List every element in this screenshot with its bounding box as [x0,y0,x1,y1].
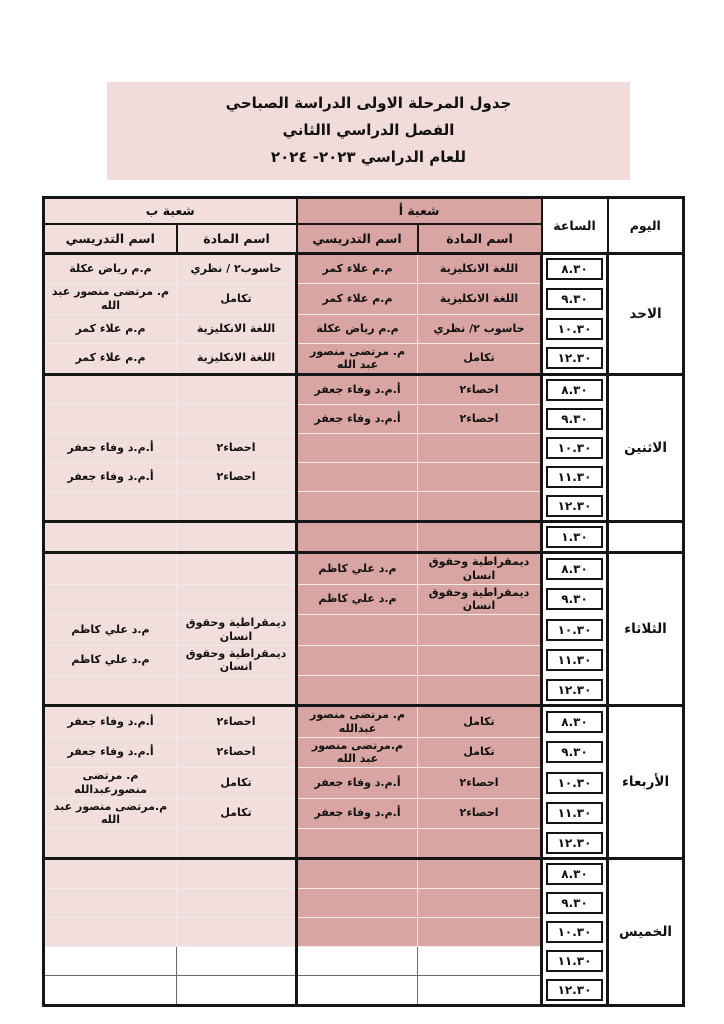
cell-day: الأربعاء [608,706,684,859]
time-box: ٨.٣٠ [546,558,603,580]
header-a-teacher: اسم التدريسي [297,224,418,254]
cell-section-b-subject [177,918,297,947]
cell-section-a-teacher [297,976,418,1006]
cell-section-a-teacher: م.مرتضى منصور عبد الله [297,737,418,768]
cell-time [542,434,608,463]
cell-section-a-subject [418,829,542,859]
cell-section-a-subject: احصاء٢ [418,768,542,799]
cell-section-b-subject [177,375,297,405]
schedule-row [44,405,684,434]
cell-section-a-teacher: م. مرتضى منصور عبد الله [297,343,418,375]
title-line-1: جدول المرحلة الاولى الدراسة الصباحي [225,94,512,112]
cell-section-b-subject [177,584,297,615]
cell-section-b-teacher [44,947,177,976]
cell-section-b-teacher [44,676,177,706]
schedule-row [44,798,684,829]
cell-time [542,405,608,434]
cell-section-b-teacher [44,584,177,615]
cell-section-a-teacher: أ.م.د وفاء جعفر [297,798,418,829]
cell-day [608,522,684,553]
cell-section-b-teacher: أ.م.د وفاء جعفر [44,434,177,463]
cell-section-b-subject [177,976,297,1006]
schedule-table [42,196,685,1007]
cell-section-a-subject: تكامل [418,737,542,768]
cell-section-a-subject [418,918,542,947]
header-section-a: شعبة أ [297,198,542,224]
cell-section-b-subject: تكامل [177,768,297,799]
cell-section-a-teacher [297,463,418,492]
cell-section-b-subject [177,889,297,918]
schedule-row [44,553,684,585]
time-box: ١٠.٣٠ [546,921,603,943]
time-box: ١.٣٠ [546,526,603,548]
cell-section-b-subject: اللغة الانكليزية [177,343,297,375]
time-box: ٨.٣٠ [546,711,603,733]
cell-time [542,522,608,553]
cell-section-a-teacher: أ.م.د وفاء جعفر [297,375,418,405]
time-box: ١٢.٣٠ [546,495,603,517]
schedule-row [44,434,684,463]
cell-section-a-subject [418,645,542,676]
cell-section-b-teacher [44,829,177,859]
time-box: ٩.٣٠ [546,588,603,610]
cell-section-a-teacher [297,434,418,463]
cell-section-a-teacher [297,889,418,918]
cell-section-b-subject [177,492,297,522]
time-box: ٩.٣٠ [546,408,603,430]
cell-section-a-teacher [297,947,418,976]
cell-section-a-subject: ديمقراطية وحقوق انسان [418,553,542,585]
cell-section-a-teacher [297,829,418,859]
cell-time [542,918,608,947]
cell-section-a-subject [418,615,542,646]
time-box: ١١.٣٠ [546,802,603,824]
cell-section-a-subject [418,676,542,706]
cell-section-a-subject: احصاء٢ [418,798,542,829]
cell-section-a-teacher [297,615,418,646]
cell-time [542,284,608,315]
cell-section-a-teacher: م.م علاء كمر [297,254,418,284]
cell-time [542,343,608,375]
cell-section-b-subject [177,405,297,434]
title-line-2: الفصل الدراسي االثاني [282,121,455,139]
cell-section-b-subject: احصاء٢ [177,737,297,768]
time-box: ١٠.٣٠ [546,772,603,794]
schedule-row [44,859,684,889]
cell-section-b-teacher: م.مرتضى منصور عبد الله [44,798,177,829]
cell-section-b-teacher [44,918,177,947]
schedule-row [44,976,684,1006]
header-b-teacher: اسم التدريسي [44,224,177,254]
schedule-row [44,918,684,947]
cell-section-b-subject: تكامل [177,284,297,315]
cell-section-b-teacher [44,405,177,434]
cell-time [542,768,608,799]
cell-section-b-subject: احصاء٢ [177,434,297,463]
cell-section-a-teacher: أ.م.د وفاء جعفر [297,405,418,434]
cell-section-a-subject [418,522,542,553]
cell-section-a-subject: احصاء٢ [418,405,542,434]
cell-section-b-subject [177,553,297,585]
cell-section-a-subject [418,859,542,889]
time-box: ١٠.٣٠ [546,619,603,641]
cell-section-b-teacher: م.م رياض عكلة [44,254,177,284]
cell-time [542,553,608,585]
cell-section-b-teacher [44,522,177,553]
cell-section-b-subject: ديمقراطية وحقوق انسان [177,615,297,646]
time-box: ١٢.٣٠ [546,832,603,854]
cell-section-b-teacher [44,553,177,585]
time-box: ١١.٣٠ [546,950,603,972]
time-box: ١١.٣٠ [546,649,603,671]
header-a-subject: اسم المادة [418,224,542,254]
cell-section-b-subject [177,947,297,976]
schedule-row [44,375,684,405]
time-box: ١٠.٣٠ [546,318,603,340]
cell-time [542,584,608,615]
time-box: ٩.٣٠ [546,892,603,914]
time-box: ٨.٣٠ [546,258,603,280]
time-box: ٨.٣٠ [546,379,603,401]
time-box: ٨.٣٠ [546,863,603,885]
cell-section-a-teacher: م. مرتضى منصور عبدالله [297,706,418,738]
cell-time [542,829,608,859]
cell-section-a-teacher [297,859,418,889]
cell-section-b-teacher: م. مرتضى منصورعبدالله [44,768,177,799]
cell-section-b-subject: تكامل [177,798,297,829]
cell-section-a-teacher: م.د علي كاظم [297,553,418,585]
cell-section-b-teacher: م.د علي كاظم [44,615,177,646]
cell-section-a-subject [418,947,542,976]
cell-section-b-subject [177,522,297,553]
cell-section-a-subject [418,463,542,492]
cell-section-a-subject: ديمقراطية وحقوق انسان [418,584,542,615]
header-time: الساعة [542,198,608,254]
cell-time [542,463,608,492]
cell-section-a-teacher: م.م علاء كمر [297,284,418,315]
cell-section-b-subject: ديمقراطية وحقوق انسان [177,645,297,676]
cell-time [542,859,608,889]
cell-section-a-teacher: أ.م.د وفاء جعفر [297,768,418,799]
title-block [107,82,630,180]
cell-section-a-subject: تكامل [418,706,542,738]
cell-section-a-subject: اللغة الانكليزية [418,254,542,284]
schedule-row [44,615,684,646]
cell-section-b-teacher: م.د علي كاظم [44,645,177,676]
cell-section-a-subject [418,492,542,522]
cell-time [542,976,608,1006]
cell-time [542,314,608,343]
cell-section-b-teacher [44,976,177,1006]
schedule-row [44,737,684,768]
time-box: ٩.٣٠ [546,288,603,310]
cell-section-a-teacher [297,492,418,522]
cell-time [542,889,608,918]
cell-section-a-teacher: م.م رياض عكلة [297,314,418,343]
time-box: ١٢.٣٠ [546,347,603,369]
cell-section-b-teacher [44,375,177,405]
cell-section-b-teacher: م.م علاء كمر [44,314,177,343]
cell-section-a-teacher [297,645,418,676]
cell-section-a-subject [418,976,542,1006]
cell-section-b-teacher: أ.م.د وفاء جعفر [44,706,177,738]
cell-section-b-teacher: م.م علاء كمر [44,343,177,375]
cell-section-b-teacher [44,889,177,918]
cell-section-a-teacher [297,522,418,553]
cell-section-b-teacher: م. مرتضى منصور عبد الله [44,284,177,315]
cell-section-b-subject [177,859,297,889]
cell-time [542,375,608,405]
cell-section-a-teacher [297,676,418,706]
cell-section-b-teacher [44,492,177,522]
cell-time [542,492,608,522]
cell-section-b-teacher: أ.م.د وفاء جعفر [44,463,177,492]
cell-day: الثلاثاء [608,553,684,706]
schedule-row [44,584,684,615]
schedule-row [44,343,684,375]
cell-section-b-teacher [44,859,177,889]
schedule-row [44,254,684,284]
cell-section-b-subject [177,676,297,706]
cell-day: الخميس [608,859,684,1006]
cell-section-b-subject: احصاء٢ [177,706,297,738]
header-day: اليوم [608,198,684,254]
cell-section-b-subject [177,829,297,859]
cell-time [542,615,608,646]
cell-time [542,798,608,829]
time-box: ١٠.٣٠ [546,437,603,459]
cell-section-a-subject [418,434,542,463]
schedule-row [44,522,684,553]
header-section-b: شعبة ب [44,198,297,224]
cell-section-a-teacher: م.د علي كاظم [297,584,418,615]
cell-section-b-subject: اللغة الانكليزية [177,314,297,343]
cell-time [542,737,608,768]
cell-section-a-subject [418,889,542,918]
schedule-row [44,768,684,799]
cell-time [542,706,608,738]
schedule-row [44,314,684,343]
cell-section-a-subject: تكامل [418,343,542,375]
title-line-3: للعام الدراسي ٢٠٢٣- ٢٠٢٤ [270,148,467,166]
cell-time [542,645,608,676]
time-box: ٩.٣٠ [546,741,603,763]
schedule-row [44,889,684,918]
cell-section-b-subject: حاسوب٢ / نظري [177,254,297,284]
cell-section-a-subject: احصاء٢ [418,375,542,405]
time-box: ١١.٣٠ [546,466,603,488]
schedule-row [44,284,684,315]
time-box: ١٢.٣٠ [546,979,603,1001]
cell-time [542,254,608,284]
schedule-row [44,947,684,976]
schedule-row [44,829,684,859]
time-box: ١٢.٣٠ [546,679,603,701]
cell-section-b-teacher: أ.م.د وفاء جعفر [44,737,177,768]
cell-section-b-subject: احصاء٢ [177,463,297,492]
cell-day: الاثنين [608,375,684,522]
schedule-row [44,463,684,492]
cell-section-a-teacher [297,918,418,947]
cell-day: الاحد [608,254,684,375]
cell-time [542,947,608,976]
schedule-row [44,645,684,676]
schedule-row [44,676,684,706]
header-b-subject: اسم المادة [177,224,297,254]
schedule-row [44,706,684,738]
schedule-row [44,492,684,522]
cell-section-a-subject: اللغة الانكليزية [418,284,542,315]
cell-time [542,676,608,706]
cell-section-a-subject: حاسوب ٢/ نظري [418,314,542,343]
